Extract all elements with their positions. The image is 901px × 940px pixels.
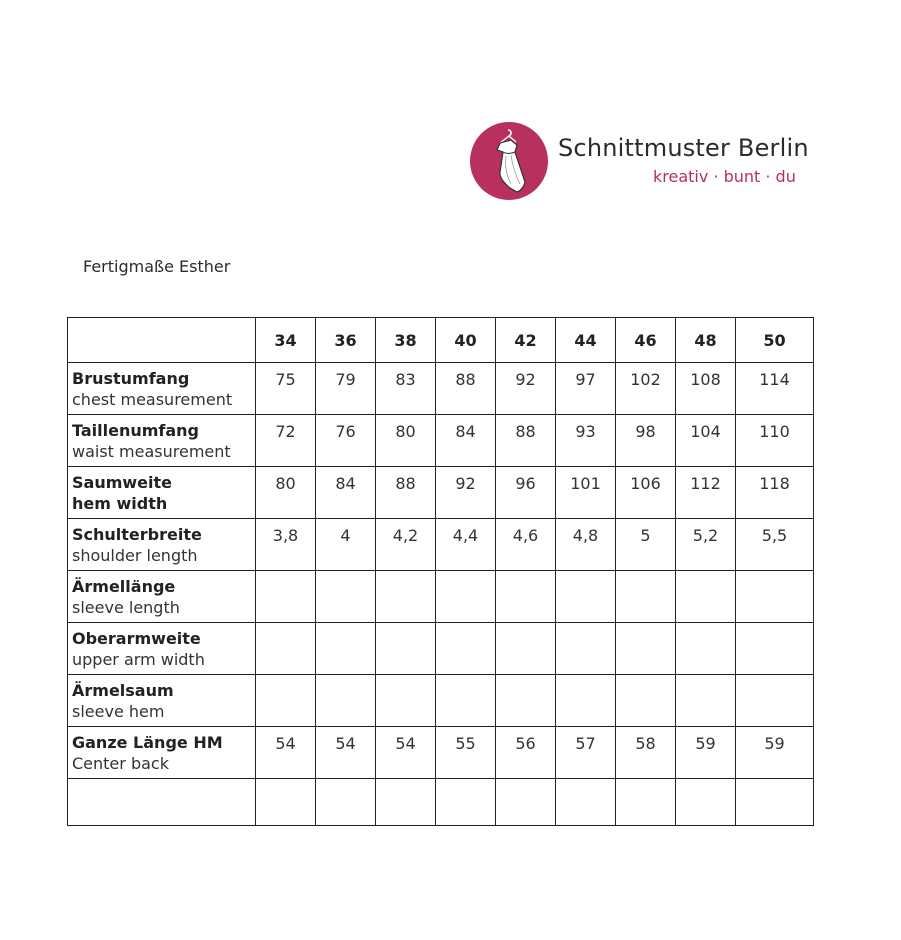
table-row-empty: [68, 779, 814, 826]
table-row: [68, 571, 814, 623]
size-header-row: [68, 318, 814, 363]
row-label-de: Brustumfang: [72, 369, 190, 388]
measurement-cell: 57: [556, 727, 616, 779]
measurement-cell: [496, 571, 556, 623]
row-label-en: hem width: [72, 494, 168, 513]
measurement-cell: [256, 675, 316, 727]
row-label-en: upper arm width: [72, 650, 205, 669]
measurement-cell: 75: [256, 363, 316, 415]
measurement-cell: 92: [496, 363, 556, 415]
measurement-cell: 88: [496, 415, 556, 467]
size-header: 38: [376, 318, 436, 363]
measurement-cell: 55: [436, 727, 496, 779]
measurement-cell: [436, 571, 496, 623]
measurement-cell: [736, 623, 814, 675]
measurement-cell: 104: [676, 415, 736, 467]
row-label-en: Center back: [72, 754, 169, 773]
size-header: 40: [436, 318, 496, 363]
measurement-cell: [616, 623, 676, 675]
row-label-en: chest measurement: [72, 390, 233, 409]
measurement-cell: [316, 675, 376, 727]
measurement-cell: [256, 623, 316, 675]
measurement-cell: 102: [616, 363, 676, 415]
size-header: 36: [316, 318, 376, 363]
measurement-cell: 97: [556, 363, 616, 415]
measurement-cell: 72: [256, 415, 316, 467]
measurement-cell: 58: [616, 727, 676, 779]
row-label-en: sleeve hem: [72, 702, 165, 721]
dress-on-hanger-icon: [470, 122, 548, 200]
measurement-cell: [676, 675, 736, 727]
measurement-cell: 88: [436, 363, 496, 415]
measurement-cell: 106: [616, 467, 676, 519]
measurement-cell: 96: [496, 467, 556, 519]
row-label-de: Ärmelsaum: [72, 681, 174, 700]
measurement-cell: 83: [376, 363, 436, 415]
measurement-cell: [436, 675, 496, 727]
corner-cell: [68, 318, 256, 363]
measurement-cell: [676, 571, 736, 623]
empty-cell: [68, 779, 256, 826]
measurement-cell: 84: [436, 415, 496, 467]
table-row: [68, 415, 814, 467]
table-row: [68, 727, 814, 779]
row-label-en: waist measurement: [72, 442, 231, 461]
measurement-cell: 3,8: [256, 519, 316, 571]
empty-cell: [496, 779, 556, 826]
empty-cell: [676, 779, 736, 826]
row-label-de: Schulterbreite: [72, 525, 202, 544]
measurement-cell: [316, 623, 376, 675]
table-row: [68, 467, 814, 519]
size-header: 48: [676, 318, 736, 363]
measurement-cell: [556, 571, 616, 623]
empty-cell: [256, 779, 316, 826]
measurement-cell: [496, 623, 556, 675]
measurement-cell: 4,4: [436, 519, 496, 571]
measurement-cell: 4,2: [376, 519, 436, 571]
measurement-cell: 114: [736, 363, 814, 415]
measurement-cell: 59: [676, 727, 736, 779]
measurement-cell: [616, 571, 676, 623]
measurement-cell: 80: [256, 467, 316, 519]
row-label-de: Taillenumfang: [72, 421, 200, 440]
size-header: 34: [256, 318, 316, 363]
size-header: 50: [736, 318, 814, 363]
measurement-cell: [316, 571, 376, 623]
measurement-cell: [376, 571, 436, 623]
measurement-cell: 88: [376, 467, 436, 519]
measurement-cell: 5,2: [676, 519, 736, 571]
measurement-cell: 59: [736, 727, 814, 779]
size-chart-table: [67, 317, 814, 826]
measurement-cell: 93: [556, 415, 616, 467]
row-label: [68, 519, 256, 571]
brand-logo: [470, 122, 810, 202]
empty-cell: [556, 779, 616, 826]
table-row: [68, 519, 814, 571]
row-label-en: shoulder length: [72, 546, 198, 565]
brand-tagline: kreativ · bunt · du: [653, 167, 796, 186]
row-label: [68, 727, 256, 779]
measurement-cell: [496, 675, 556, 727]
row-label: [68, 675, 256, 727]
table-row: [68, 675, 814, 727]
measurement-cell: 79: [316, 363, 376, 415]
measurement-cell: 101: [556, 467, 616, 519]
measurement-cell: 5: [616, 519, 676, 571]
measurement-cell: 76: [316, 415, 376, 467]
size-header: 42: [496, 318, 556, 363]
measurement-cell: [436, 623, 496, 675]
measurement-cell: 4,8: [556, 519, 616, 571]
row-label: [68, 571, 256, 623]
measurement-cell: [736, 571, 814, 623]
measurement-cell: 118: [736, 467, 814, 519]
measurement-cell: 108: [676, 363, 736, 415]
empty-cell: [316, 779, 376, 826]
row-label-de: Ganze Länge HM: [72, 733, 223, 752]
brand-name: Schnittmuster Berlin: [558, 134, 809, 162]
measurement-cell: 5,5: [736, 519, 814, 571]
row-label-en: sleeve length: [72, 598, 180, 617]
measurement-cell: 54: [256, 727, 316, 779]
measurement-cell: 4: [316, 519, 376, 571]
table-row: [68, 623, 814, 675]
row-label: [68, 363, 256, 415]
measurement-cell: 98: [616, 415, 676, 467]
measurement-cell: 112: [676, 467, 736, 519]
empty-cell: [376, 779, 436, 826]
size-header: 46: [616, 318, 676, 363]
measurement-cell: [376, 623, 436, 675]
measurement-cell: [736, 675, 814, 727]
row-label: [68, 623, 256, 675]
measurement-cell: [256, 571, 316, 623]
table-row: [68, 363, 814, 415]
measurement-cell: 54: [376, 727, 436, 779]
row-label-de: Oberarmweite: [72, 629, 201, 648]
measurement-cell: 54: [316, 727, 376, 779]
empty-cell: [616, 779, 676, 826]
document-title: Fertigmaße Esther: [83, 257, 231, 276]
measurement-cell: [556, 675, 616, 727]
measurement-cell: 56: [496, 727, 556, 779]
row-label: [68, 415, 256, 467]
measurement-cell: [676, 623, 736, 675]
measurement-cell: [616, 675, 676, 727]
empty-cell: [436, 779, 496, 826]
measurement-cell: 84: [316, 467, 376, 519]
measurement-cell: [556, 623, 616, 675]
row-label-de: Ärmellänge: [72, 577, 176, 596]
measurement-cell: [376, 675, 436, 727]
row-label: [68, 467, 256, 519]
row-label-de: Saumweite: [72, 473, 172, 492]
measurement-cell: 4,6: [496, 519, 556, 571]
measurement-cell: 110: [736, 415, 814, 467]
measurement-cell: 92: [436, 467, 496, 519]
measurement-cell: 80: [376, 415, 436, 467]
empty-cell: [736, 779, 814, 826]
size-header: 44: [556, 318, 616, 363]
